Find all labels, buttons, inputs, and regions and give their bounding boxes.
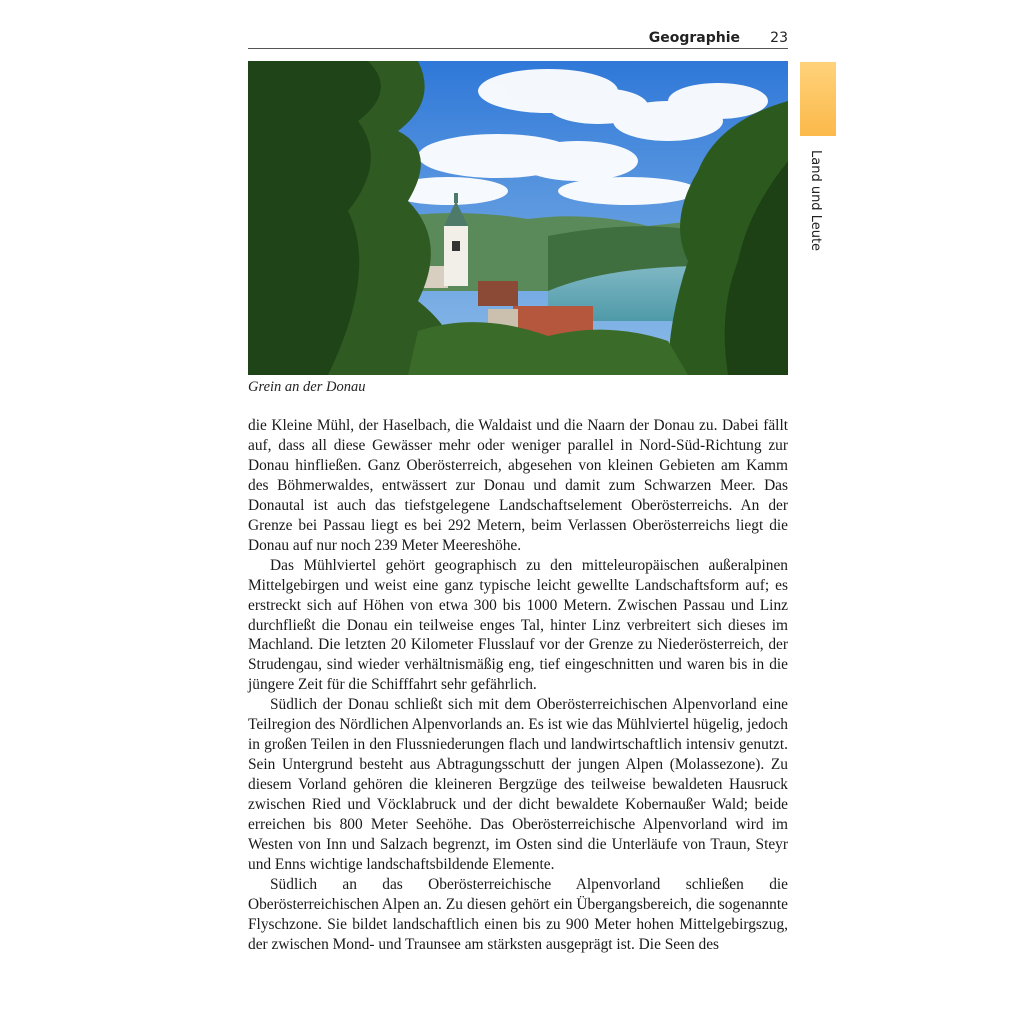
paragraph-2: Das Mühlviertel gehört geographisch zu den mitteleuropäischen außeralpinen Mittelgebirgen und weist eine ganz typische leicht gewellte Landschaftsform auf; es erstreckt sich auf Höhen von etwa 300 bis 1000 Metern. Zwischen Passau und Linz durchfließt die Donau ein teilweise enges Tal, hinter Linz verbreitert sich dieses im Machland. Die letzten 20 Kilometer Flusslauf vor der Grenze zu Niederösterreich, der Strudengau, sind wieder verhältnismäßig eng, tief eingeschnitten und waren bis in die jüngere Zeit für die Schifffahrt sehr gefährlich. — [248, 556, 788, 694]
figure-caption: Grein an der Donau — [248, 379, 366, 395]
chapter-tab-marker — [800, 62, 836, 136]
body-text — [248, 416, 788, 955]
figure-photo — [248, 61, 788, 375]
chapter-tab-label: Land und Leute — [808, 150, 823, 252]
paragraph-3: Südlich der Donau schließt sich mit dem Oberösterreichischen Alpenvorland eine Teilregion des Nördlichen Alpenvorlands an. Es ist wie das Mühlviertel hügelig, jedoch in großen Teilen in den Flussniederungen flach und landwirtschaftlich intensiv genutzt. Sein Untergrund besteht aus Abtragungsschutt der jungen Alpen (Molassezone). Zu diesem Vorland gehören die kleineren Bergzüge des teilweise bewaldeten Hausruck zwischen Ried und Vöcklabruck und der dicht bewaldete Kobernaußer Wald; beide erreichen bis 800 Meter Seehöhe. Das Oberösterreichische Alpenvorland wird im Westen von Inn und Salzach begrenzt, im Osten sind die Unterläufe von Traun, Steyr und Enns wichtige landschaftsbildende Elemente. — [248, 696, 788, 873]
page-number: 23 — [770, 30, 788, 46]
running-header — [248, 30, 788, 49]
paragraph-1: die Kleine Mühl, der Haselbach, die Waldaist und die Naarn der Donau zu. Dabei fällt auf, dass all diese Gewässer mehr oder weniger parallel in Nord-Süd-Richtung zur Donau hinfließen. Ganz Oberösterreich, abgesehen von kleinen Gebieten am Kamm des Böhmerwaldes, entwässert zur Donau und damit zum Schwarzen Meer. Das Donautal ist auch das tiefstgelegene Landschaftselement Oberösterreichs. An der Grenze bei Passau liegt es bei 292 Metern, beim Verlassen Oberösterreichs liegt die Donau auf nur noch 239 Meter Meereshöhe. — [248, 417, 788, 554]
paragraph-4: Südlich an das Oberösterreichische Alpenvorland schließen die Oberösterreichischen Alpen an. Zu diesen gehört ein Übergangsbereich, die sogenannte Flyschzone. Sie bildet landschaftlich einen bis zu 900 Meter hohen Mittelgebirgszug, der zwischen Mond- und Traunsee am stärksten ausgeprägt ist. Die Seen des — [248, 875, 788, 953]
header-section-title: Geographie — [648, 30, 740, 46]
